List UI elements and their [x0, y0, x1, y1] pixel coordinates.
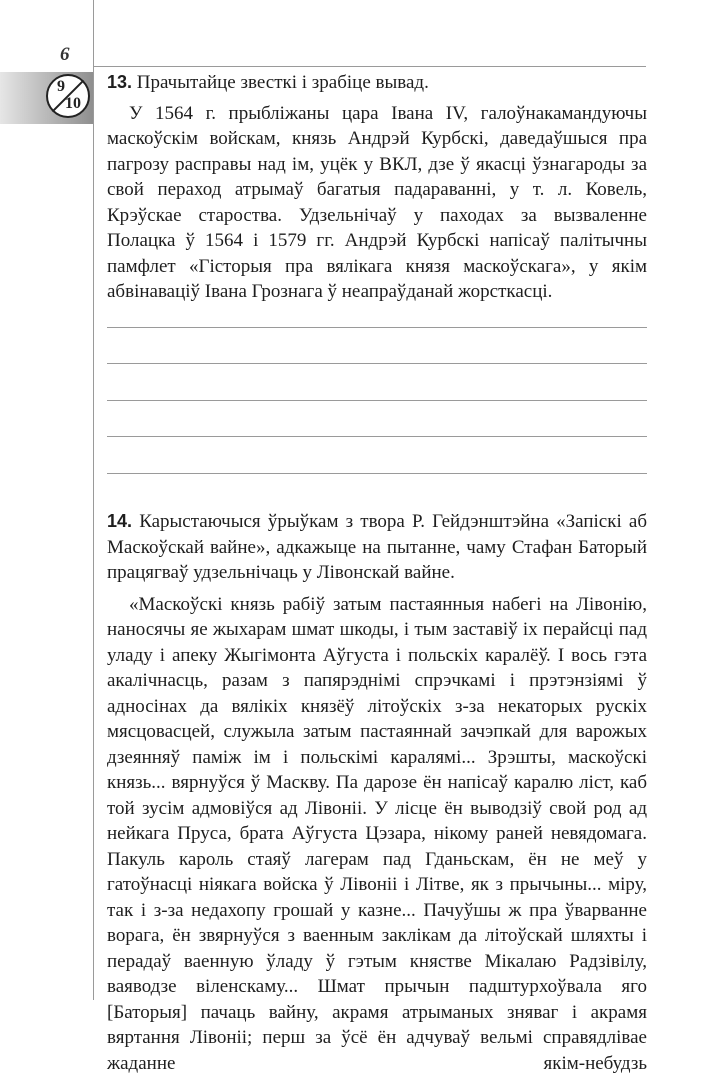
answer-line[interactable] — [107, 400, 647, 401]
task-13-instruction: Прачытайце звесткі і зрабіце вывад. — [137, 72, 429, 93]
task-13-number: 13. — [107, 72, 132, 92]
task-13-heading — [107, 70, 647, 96]
header-rule — [93, 66, 646, 67]
task-13-text: У 1564 г. прыбліжаны цара Івана IV, галоўнакамандуючы маскоўскім войскам, князь Андрэй Курбскі, даведаўшыся пра пагрозу расправы над ім, уцёк у ВКЛ, дзе ў якасці ўзнагароды за свой пераход атрымаў багатыя падараванні, у т. л. Ковель, Крэўскае староства. Удзельнічаў у паходах за вызваленне Полацка ў 1564 і 1579 гг. Андрэй Курбскі напісаў палітычны памфлет «Гісторыя пра вялікага князя маскоўскага», у якім абвінаваціў Івана Грознага ў неапраўданай жорсткасці. — [107, 101, 647, 305]
answer-line[interactable] — [107, 473, 647, 474]
answer-line[interactable] — [107, 363, 647, 364]
answer-line[interactable] — [107, 327, 647, 328]
grade-denominator: 10 — [65, 95, 81, 113]
answer-lines — [107, 327, 647, 474]
task-14-quote: «Маскоўскі князь рабіў затым пастаянныя набегі на Лівонію, наносячы яе жыхарам шмат шкоды, і тым заставіў іх перайсці пад уладу і апеку Жыгімонта Аўгуста і польскіх каралёў. І вось гэта акалічнасць, разам з папярэднімі спрэчкамі і прэтэнзіямі ў адносінах да вялікіх князёў літоўскіх з-за некаторых рускіх мясцовасцей, служыла затым пастаяннай зачэпкай для варожых дзеянняў паміж ім і польскімі каралямі... Зрэшты, маскоўскі князь... вярнуўся ў Маскву. Па дарозе ён напісаў каралю ліст, каб той зусім адмовіўся ад Лівоніі. У лісце ён выводзіў свой род ад нейкага Пруса, брата Аўгуста Цэзара, нікому раней невядомага. Пакуль кароль стаяў лагерам пад Гданьскам, ён не меў у гатоўнасці ніякага войска ў Лівоніі і Літве, як з прычыны... міру, так і з-за недахопу грошай у казне... Пачуўшы ж пра ўварванне ворага, ён звярнуўся з ваенным заклікам да літоўскай шляхты і перадаў ваенную ўладу ў гэтым княстве Мікалаю Радзівілу, ваяводзе віленскаму... Шмат прычын падштурхоўвала яго [Баторыя] пачаць вайну, акрамя атрыманых зняваг і акрамя вяртання Лівоніі; перш за ўсё ён адчуваў вельмі справядлівае жаданне якім-небудзь — [107, 592, 647, 1076]
grade-numerator: 9 — [57, 78, 65, 96]
margin-vertical-line — [93, 0, 94, 1000]
task-14-number: 14. — [107, 511, 132, 531]
task-14-heading — [107, 509, 647, 586]
task-14-instruction: Карыстаючыся ўрыўкам з твора Р. Гейдэнштэйна «Запіскі аб Маскоўскай вайне», адкажыце на пытанне, чаму Стафан Баторый працягваў удзельнічаць у Лівонскай вайне. — [107, 511, 647, 583]
answer-line[interactable] — [107, 436, 647, 437]
grade-badge — [46, 74, 90, 118]
page-number: 6 — [60, 44, 70, 66]
page-content — [107, 70, 647, 1076]
